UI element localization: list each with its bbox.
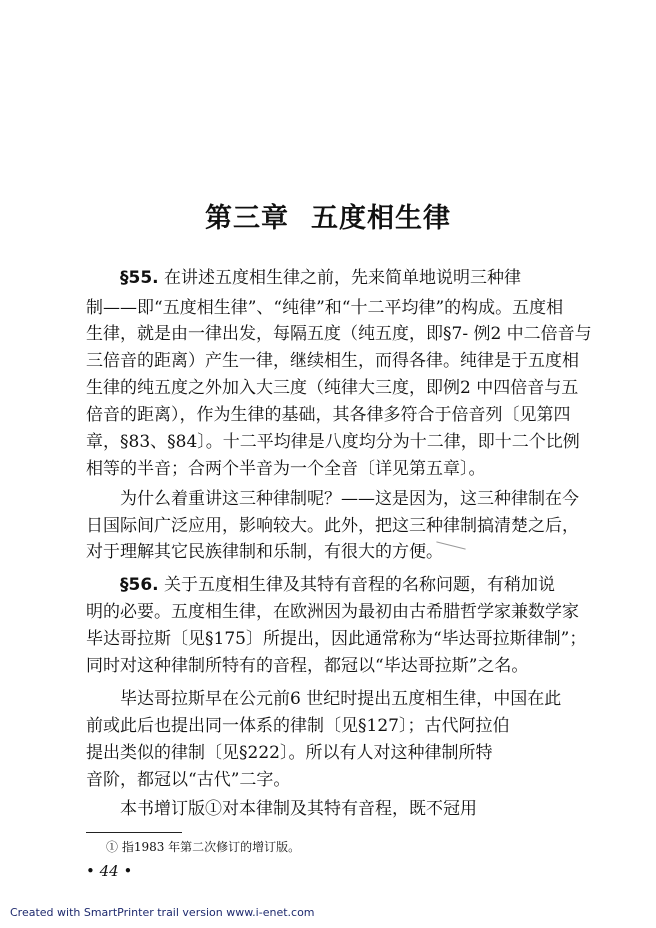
- paragraph-line: 前或此后也提出同一体系的律制〔见§127〕；古代阿拉伯: [86, 716, 510, 736]
- paragraph-line: 对于理解其它民族律制和乐制，有很大的方便。: [86, 542, 443, 562]
- paragraph-line: 生律的纯五度之外加入大三度（纯律大三度，即例2 中四倍音与五: [86, 378, 579, 398]
- paragraph-line: 明的必要。五度相生律，在欧洲因为最初由古希腊哲学家兼数学家: [86, 602, 579, 622]
- paragraph-line: 相等的半音；合两个半音为一个全音〔详见第五章〕。: [86, 459, 486, 479]
- paragraph-line: 制——即“五度相生律”、“纯律”和“十二平均律”的构成。五度相: [86, 298, 564, 318]
- paragraph-line: §56. 关于五度相生律及其特有音程的名称问题，有稍加说: [120, 575, 556, 595]
- paragraph-line: 同时对这种律制所特有的音程，都冠以“毕达哥拉斯”之名。: [86, 656, 529, 676]
- paragraph-line: 提出类似的律制〔见§222〕。所以有人对这种律制所特: [86, 743, 493, 763]
- paragraph-line: 毕达哥拉斯早在公元前6 世纪时提出五度相生律，中国在此: [120, 689, 562, 709]
- watermark-credit: Created with SmartPrinter trail version www.i-enet.com: [10, 906, 315, 919]
- section-number: §55.: [120, 268, 159, 288]
- paragraph-line: 本书增订版①对本律制及其特有音程，既不冠用: [120, 799, 477, 819]
- paragraph-line: 生律，就是由一律出发，每隔五度（纯五度，即§7- 例2 中二倍音与: [86, 324, 592, 344]
- footnote-rule: [86, 832, 182, 833]
- paragraph-line: 为什么着重讲这三种律制呢？——这是因为，这三种律制在今: [120, 489, 579, 509]
- paragraph-line: 毕达哥拉斯〔见§175〕所提出，因此通常称为“毕达哥拉斯律制”；: [86, 629, 587, 649]
- paragraph-line: 音阶，都冠以“古代”二字。: [86, 770, 291, 790]
- page-number: • 44 •: [86, 862, 133, 880]
- paragraph-line: 日国际间广泛应用，影响较大。此外，把这三种律制搞清楚之后，: [86, 516, 579, 536]
- chapter-title: [0, 196, 656, 235]
- chapter-name: 五度相生律: [311, 203, 451, 234]
- footnote: ① 指1983 年第二次修订的增订版。: [106, 840, 301, 854]
- paragraph-line: §55. 在讲述五度相生律之前，先来简单地说明三种律: [120, 268, 522, 288]
- paragraph-line: 倍音的距离），作为生律的基础，其各律多符合于倍音列〔见第四: [86, 405, 571, 425]
- paragraph-line: 三倍音的距离）产生一律，继续相生，而得各律。纯律是于五度相: [86, 351, 579, 371]
- section-number: §56.: [120, 575, 159, 595]
- paragraph-line: 章，§83、§84〕。十二平均律是八度均分为十二律，即十二个比例: [86, 432, 580, 452]
- chapter-number: 第三章: [205, 203, 289, 234]
